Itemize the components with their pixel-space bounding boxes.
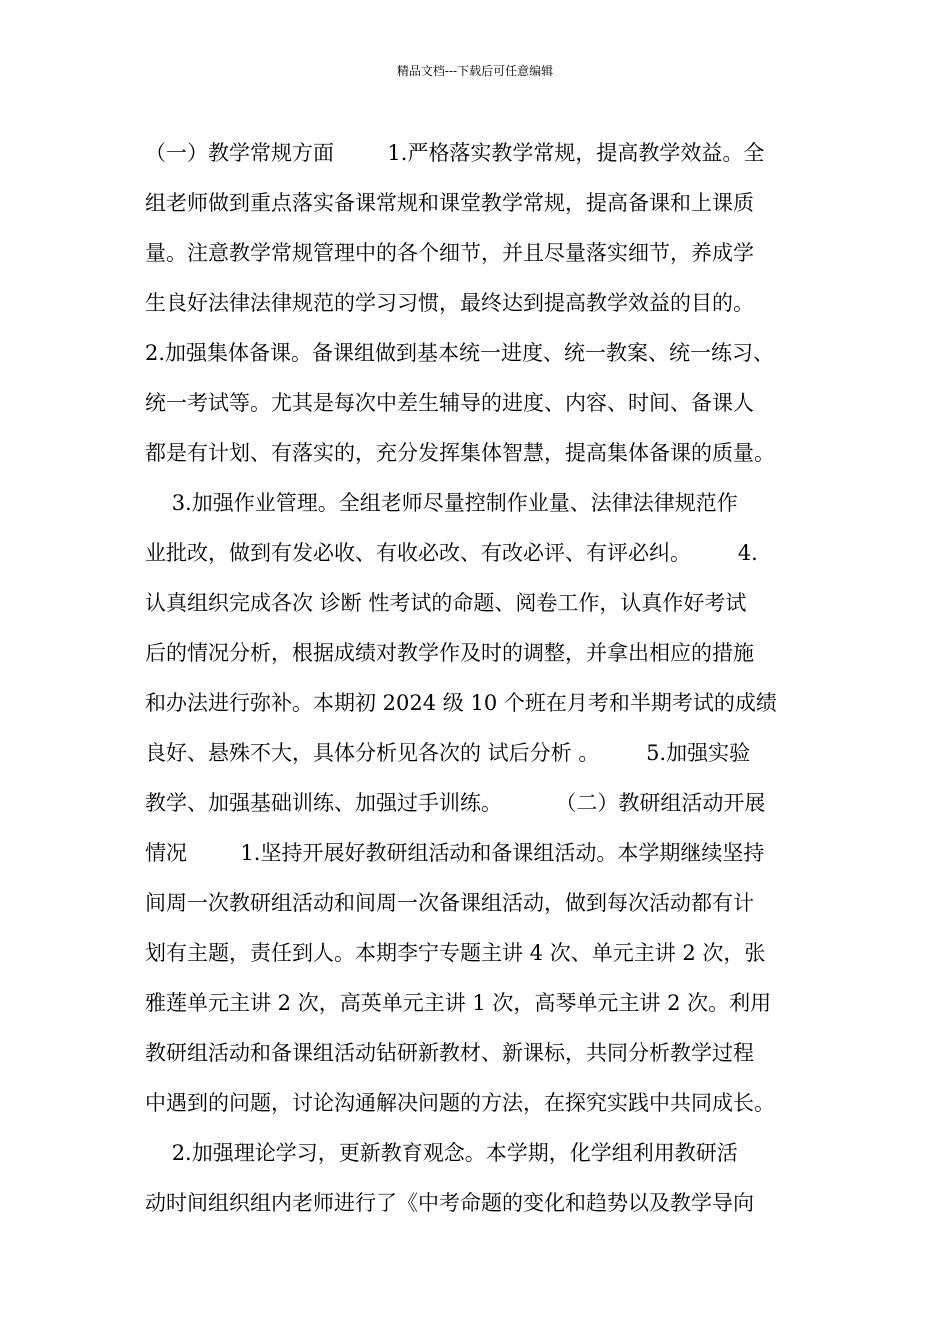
text-line: 后的情况分析，根据成绩对教学作及时的调整，并拿出相应的措施 (145, 641, 754, 665)
document-body (145, 128, 815, 1228)
text-line: 统一考试等。尤其是每次中差生辅导的进度、内容、时间、备课人 (145, 391, 754, 415)
text-line: 划有主题，责任到人。本期李宁专题主讲 4 次、单元主讲 2 次，张 (145, 941, 766, 965)
text-line: 2.加强集体备课。备课组做到基本统一进度、统一教案、统一练习、 (145, 341, 775, 365)
text-line: 和办法进行弥补。本期初 2024 级 10 个班在月考和半期考试的成绩 (145, 691, 777, 715)
text-line: 业批改，做到有发必收、有收必改、有改必评、有评必纠。 4. (145, 541, 758, 565)
text-line: 2.加强理论学习，更新教育观念。本学期，化学组利用教研活 (145, 1141, 738, 1165)
text-line: 间周一次教研组活动和间周一次备课组活动，做到每次活动都有计 (145, 891, 754, 915)
text-line: 量。注意教学常规管理中的各个细节，并且尽量落实细节，养成学 (145, 241, 754, 265)
text-line: 认真组织完成各次 诊断 性考试的命题、阅卷工作，认真作好考试 (145, 591, 747, 615)
text-line: 中遇到的问题，讨论沟通解决问题的方法，在探究实践中共同成长。 (145, 1091, 775, 1115)
text-line: 3.加强作业管理。全组老师尽量控制作业量、法律法律规范作 (145, 491, 738, 515)
text-line: （一）教学常规方面 1.严格落实教学常规，提高教学效益。全 (145, 141, 765, 165)
page-header: 精品文档---下载后可任意编辑 (396, 64, 554, 78)
text-line: 组老师做到重点落实备课常规和课堂教学常规，提高备课和上课质 (145, 191, 754, 215)
text-line: 都是有计划、有落实的，充分发挥集体智慧，提高集体备课的质量。 (145, 441, 775, 465)
text-line: 教研组活动和备课组活动钻研新教材、新课标，共同分析教学过程 (145, 1041, 754, 1065)
text-line: 生良好法律法律规范的学习习惯，最终达到提高教学效益的目的。 (145, 291, 754, 315)
text-line: 动时间组织组内老师进行了《中考命题的变化和趋势以及教学导向 (145, 1191, 754, 1215)
text-line: 教学、加强基础训练、加强过手训练。 （二）教研组活动开展 (145, 791, 766, 815)
text-line: 良好、悬殊不大，具体分析见各次的 试后分析 。 5.加强实验 (145, 741, 751, 765)
text-line: 情况 1.坚持开展好教研组活动和备课组活动。本学期继续坚持 (145, 841, 765, 865)
text-line: 雅莲单元主讲 2 次，高英单元主讲 1 次，高琴单元主讲 2 次。利用 (145, 991, 772, 1015)
